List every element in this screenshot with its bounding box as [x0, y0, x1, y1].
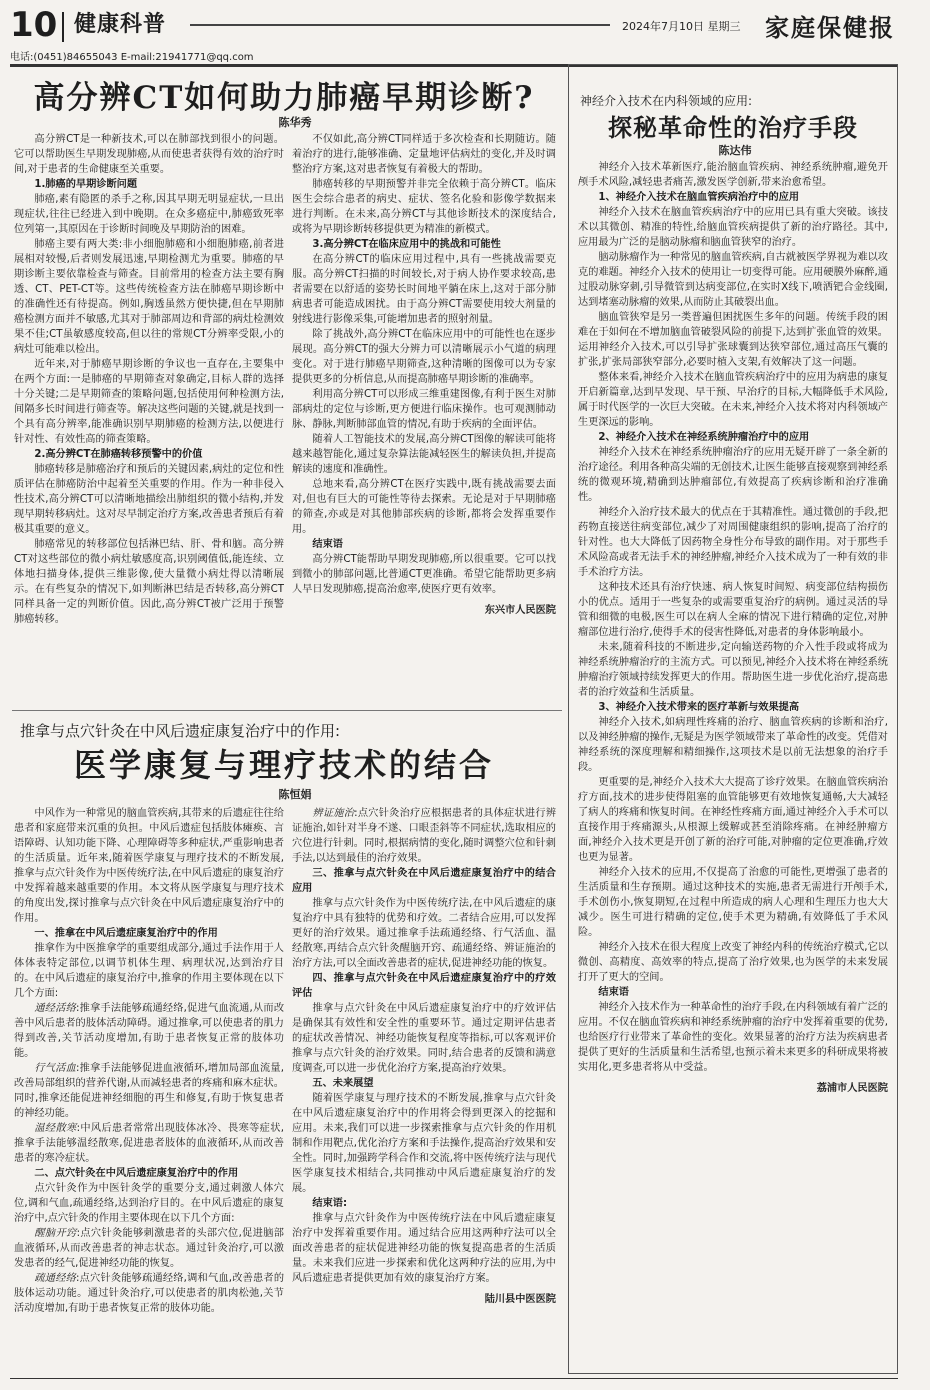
keyword: 通经活络	[34, 1003, 77, 1014]
paragraph: 推拿与点穴针灸在中风后遗症康复治疗中的疗效评估是确保其有效性和安全性的重要环节。通过定期评估患者的症状改善情况、神经功能恢复程度等指标,可以客观评价推拿与点穴针灸的治疗效果。同时,结合患者的反馈和满意度调查,可以进一步优化治疗方案,提高治疗效果。	[292, 1003, 556, 1074]
paragraph: 不仅如此,高分辨CT同样适于多次检查和长期随访。随着治疗的进行,能够准确、定量地评估病灶的变化,并及时调整治疗方案,这对患者恢复有着极大的帮助。	[292, 134, 556, 175]
subheading: 结束语	[598, 987, 629, 998]
paragraph: 推拿与点穴针灸作为中医传统疗法在中风后遗症康复治疗中发挥着重要作用。通过结合应用这两种疗法可以全面改善患者的症状促进神经功能的恢复提高患者的生活质量。未来我们应进一步探索和优化这两种疗法的应用,为中风后遗症患者提供更加有效的康复治疗方案。	[292, 1213, 556, 1284]
paragraph: 推拿与点穴针灸作为中医传统疗法,在中风后遗症的康复治疗中具有独特的优势和疗效。二者结合应用,可以发挥更好的治疗效果。通过推拿手法疏通经络、行气活血、温经散寒,再结合点穴针灸醒脑开窍、疏通经络、辨证施治的治疗方法,可以全面改善患者的症状,促进神经功能的恢复。	[292, 898, 556, 969]
subheading: 2.高分辨CT在肺癌转移预警中的价值	[34, 449, 203, 460]
paragraph: 随着人工智能技术的发展,高分辨CT图像的解读可能将越来越智能化,通过复杂算法能减轻医生的解读负担,并提高解读的速度和准确性。	[292, 434, 556, 475]
keyword: 辨证施治	[312, 808, 355, 819]
page-number: 10	[10, 5, 58, 45]
paragraph: 神经介入技术在脑血管疾病治疗中的应用已具有重大突破。该技术以其微创、精准的特性,给脑血管疾病提供了新的治疗路径。其中,应用最为广泛的是脑动脉瘤和脑血管狭窄的治疗。	[578, 207, 888, 248]
keyword: 醒脑开窍	[34, 1228, 77, 1239]
paragraph	[14, 1001, 284, 1061]
paragraph: 推拿作为中医推拿学的重要组成部分,通过手法作用于人体体表特定部位,以调节机体生理、病理状况,达到治疗目的。在中风后遗症的康复治疗中,推拿的作用主要体现在以下几个方面:	[14, 943, 284, 999]
article1-author: 陈华秀	[278, 116, 312, 129]
paragraph: 肺癌转移的早期预警并非完全依赖于高分辨CT。临床医生会综合患者的病史、症状、签名化验和影像学数据来进行判断。在未来,高分辨CT与其他诊断技术的深度结合,或将为早期诊断转移提供更为精准的新模式。	[292, 179, 556, 235]
article1-column-2	[292, 132, 556, 618]
bottom-rule	[10, 1378, 898, 1379]
paragraph: 这种技术还具有治疗快速、病人恢复时间短、病变部位结构损伤小的优点。适用于一些复杂的或需要重复治疗的病例。通过灵活的导管和细微的电极,医生可以在病人全麻的情况下进行精确的定位,对肿瘤部位进行治疗,使得手术的侵害性降低,对患者的身体影响最小。	[578, 582, 888, 638]
article3-body	[578, 160, 888, 1096]
keyword: 疏通经络	[34, 1273, 77, 1284]
header-rule	[190, 24, 610, 26]
paragraph	[14, 1271, 284, 1316]
paragraph: 肺癌,素有隐匿的杀手之称,因其早期无明显症状,一旦出现症状,往往已经进入到中晚期。在众多癌症中,肺癌致死率位列第一,其原因在于诊断时间晚及早期防治的困难。	[14, 194, 284, 235]
paragraph: 神经介入治疗技术最大的优点在于其精准性。通过微创的手段,把药物直接送往病变部位,减少了对周围健康组织的影响,提高了治疗的针对性。也大大降低了因药物全身性分布导致的副作用。对于那些手术风险高或者无法手术的神经肿瘤,神经介入技术成为了一种有效的非手术治疗方法。	[578, 507, 888, 578]
paragraph: 肺癌主要有两大类:非小细胞肺癌和小细胞肺癌,前者进展相对较慢,后者则发展迅速,早期检测尤为重要。肺癌的早期诊断主要依靠检查与筛查。目前常用的检查方法主要有胸透、CT、PET-CT等。这些传统检查方法在肺癌早期诊断中的准确性还有待提高。例如,胸透虽然方便快捷,但在早期肺癌检测方面并不敏感,尤其对于肺部周边和背部的病灶检测效果不佳;CT虽敏感度较高,但以往的常规CT分辨率受限,小的病灶可能难以检出。	[14, 239, 284, 355]
paragraph-text: :中风后患者常常出现肢体冰冷、畏寒等症状,推拿手法能够温经散寒,促进患者肢体的血液循环,从而改善患者的寒冷症状。	[14, 1123, 284, 1164]
subheading: 3、神经介入技术带来的医疗革新与效果提高	[598, 702, 800, 713]
subheading: 结束语:	[312, 1198, 348, 1209]
article2-column-2	[292, 806, 556, 1307]
subheading: 结束语	[312, 539, 343, 550]
subheading: 2、神经介入技术在神经系统肿瘤治疗中的应用	[598, 432, 810, 443]
subheading: 1、神经介入技术在脑血管疾病治疗中的应用	[598, 192, 800, 203]
subheading: 一、推拿在中风后遗症康复治疗中的作用	[34, 928, 218, 939]
paragraph: 近年来,对于肺癌早期诊断的争议也一直存在,主要集中在两个方面:一是肺癌的早期筛查对象确定,目标人群的选择十分关键;二是早期筛查的策略问题,包括使用何种检测方法,间隔多长时间进行筛查等。解决这些问题的关键,就是找到一个具有高分辨率,能准确识别早期肺癌的检测方法,以便进行针对性、有效性高的筛查策略。	[14, 359, 284, 445]
paragraph: 神经介入技术在神经系统肿瘤治疗的应用无疑开辟了一条全新的治疗途径。利用各种高尖端的无创技术,让医生能够直接观察到神经系统的微观环境,精确到达肿瘤部位,有效提高了疾病诊断和治疗准确性。	[578, 447, 888, 503]
paragraph: 除了挑战外,高分辨CT在临床应用中的可能性也在逐步展现。高分辨CT的强大分辨力可以清晰展示小气道的病理变化。对于进行肺癌早期筛查,这种清晰的图像可以为专家提供更多的分析信息,从而提高肺癌早期诊断的准确率。	[292, 329, 556, 385]
paragraph	[292, 806, 556, 866]
paragraph: 总地来看,高分辨CT在医疗实践中,既有挑战需要去面对,但也有巨大的可能性等待去探索。无论是对于早期肺癌的筛查,亦或是对其他肺部疾病的诊断,都将会发挥重要作用。	[292, 479, 556, 535]
subheading: 3.高分辨CT在临床应用中的挑战和可能性	[312, 239, 501, 250]
newspaper-name: 家庭保健报	[765, 13, 895, 42]
article2-author: 陈恒娟	[278, 788, 312, 801]
paragraph: 高分辨CT是一种新技术,可以在肺部找到很小的问题。它可以帮助医生早期发现肺癌,从而使患者获得有效的治疗时间,对于患者的生命健康至关重要。	[14, 134, 284, 175]
paragraph: 神经介入技术作为一种革命性的治疗手段,在内科领域有着广泛的应用。不仅在脑血管疾病和神经系统肿瘤的治疗中发挥着重要的优势,也给医疗行业带来了革命性的变化。效果显著的治疗方法为疾病患者提供了更好的生活质量和生活希望,也预示着未来更多的科研成果将被实用化,更多患者将从中受益。	[578, 1002, 888, 1073]
contact-info: 电话:(0451)84655043 E-mail:21941771@qq.com	[10, 52, 254, 63]
article2-column-1	[14, 806, 284, 1316]
paragraph	[14, 1226, 284, 1271]
paragraph	[14, 1061, 284, 1121]
paragraph: 神经介入技术革新医疗,能治脑血管疾病、神经系统肿瘤,避免开颅手术风险,减轻患者痛苦,激发医学创新,带来治愈希望。	[578, 162, 888, 188]
paragraph-text: :点穴针灸能够刺激患者的头部穴位,促进脑部血液循环,从而改善患者的神志状态。通过针灸治疗,可以激发患者的经气,促进神经功能的恢复。	[14, 1228, 284, 1269]
paragraph: 整体来看,神经介入技术在脑血管疾病治疗中的应用为病患的康复开启新篇章,达到早发现、早干预、早治疗的目标,大幅降低手术风险,属于时代医学的一次巨大突破。在未来,神经介入技术将对内科领域产生更深远的影响。	[578, 372, 888, 428]
subheading: 五、未来展望	[312, 1078, 374, 1089]
keyword: 行气活血	[34, 1063, 77, 1074]
keyword: 温经散寒	[34, 1123, 77, 1134]
paragraph: 脑血管狭窄是另一类普遍但困扰医生多年的问题。传统手段的困难在于如何在不增加脑血管破裂风险的前提下,达到扩张血管的效果。运用神经介入技术,可以引导扩张球囊到达狭窄部位,通过高压气囊的扩张,扩张局部狭窄部分,必要时植入支架,有效解决了这一问题。	[578, 312, 888, 368]
paragraph: 肺癌常见的转移部位包括淋巴结、肝、骨和脑。高分辨CT对这些部位的微小病灶敏感度高,识别阈值低,能连续、立体地扫描身体,提供三维影像,使大量微小病灶得以清晰展示。在有些复杂的情况下,如判断淋巴结是否转移,高分辨CT同样具备一定的判断价值。因此,高分辨CT被广泛用于预警肺癌转移。	[14, 539, 284, 625]
paragraph: 利用高分辨CT可以形成三维重建图像,有利于医生对肺部病灶的定位与诊断,更方便进行临床操作。也可观测肺动脉、静脉,判断肺部血管的情况,有助于疾病的全面评估。	[292, 389, 556, 430]
paragraph: 随着医学康复与理疗技术的不断发展,推拿与点穴针灸在中风后遗症康复治疗中的作用将会得到更深入的挖掘和应用。未来,我们可以进一步探索推拿与点穴针灸的作用机制和作用靶点,优化治疗方案和手法操作,提高治疗效果和安全性。同时,加强跨学科合作和交流,将中医传统疗法与现代医学康复技术相结合,共同推动中风后遗症康复治疗的发展。	[292, 1093, 556, 1194]
subheading: 三、推拿与点穴针灸在中风后遗症康复治疗中的结合应用	[292, 868, 556, 894]
paragraph: 肺癌转移是肺癌治疗和预后的关键因素,病灶的定位和性质评估在肺癌防治中起着至关重要的作用。作为一种非侵入性技术,高分辨CT可以清晰地描绘出肺组织的微小结构,并发现早期转移病灶。这对尽早制定治疗方案,改善患者预后有着极其重要的意义。	[14, 464, 284, 535]
article1-column-1	[14, 132, 284, 627]
subheading: 1.肺癌的早期诊断问题	[34, 179, 138, 190]
subheading: 四、推拿与点穴针灸在中风后遗症康复治疗中的疗效评估	[292, 973, 556, 999]
paragraph: 神经介入技术的应用,不仅提高了治愈的可能性,更增强了患者的生活质量和生存预期。通过这种技术的实施,患者无需进行开颅手术,手术创伤小,恢复期短,在过程中所造成的病人心理和生理压力也大大减少。医生可进行精确的定位,使手术更为精确,有效降低了手术风险。	[578, 867, 888, 938]
page-header	[10, 6, 900, 46]
header-separator	[62, 12, 64, 42]
section-name: 健康科普	[74, 12, 167, 37]
paragraph-text: :推拿手法能够促进血液循环,增加局部血流量,改善局部组织的营养代谢,从而减轻患者的疼痛和麻木症状。同时,推拿还能促进神经细胞的再生和修复,有助于恢复患者的神经功能。	[14, 1063, 285, 1119]
paragraph: 高分辨CT能帮助早期发现肺癌,所以很重要。它可以找到微小的肺部问题,比普通CT更准确。希望它能帮助更多病人早日发现肺癌,提高治愈率,使医疗更有效率。	[292, 554, 556, 595]
paragraph-text: :点穴针灸治疗应根据患者的具体症状进行辨证施治,如针对半身不遂、口眼歪斜等不同症状,选取相应的穴位进行针刺。同时,根据病情的变化,随时调整穴位和针刺手法,以达到最佳的治疗效果。	[292, 808, 557, 864]
paragraph: 神经介入技术,如病理性疼痛的治疗、脑血管疾病的诊断和治疗,以及神经肿瘤的操作,无疑是为医学领域带来了革命性的改变。凭借对神经系统的深度理解和精细操作,这项技术是以前无法想象的治疗手段。	[578, 717, 888, 773]
paragraph	[14, 1121, 284, 1166]
subheading: 二、点穴针灸在中风后遗症康复治疗中的作用	[34, 1168, 239, 1179]
article2-title: 医学康复与理疗技术的结合	[73, 746, 494, 784]
article-source: 陆川县中医医院	[484, 1294, 556, 1305]
article1-title: 高分辨CT如何助力肺癌早期诊断?	[33, 80, 535, 116]
article-separator	[12, 710, 562, 711]
paragraph: 脑动脉瘤作为一种常见的脑血管疾病,自古就被医学界视为难以攻克的难题。神经介入技术的使用让一切变得可能。应用硬膜外麻醉,通过股动脉穿刺,引导微管到达病变部位,在实时X线下,喷洒钯合金线圈,达到堵塞动脉瘤的效果,从而防止其破裂出血。	[578, 252, 888, 308]
article3-title: 探秘革命性的治疗手段	[608, 113, 858, 142]
paragraph: 在高分辨CT的临床应用过程中,具有一些挑战需要克服。高分辨CT扫描的时间较长,对于病人协作要求较高,患者需要在以舒适的姿势长时间地平躺在床上,这对于部分肺病患者可能造成困扰。由于高分辨CT需要使用较大剂量的射线进行影像采集,可能增加患者的照射剂量。	[292, 254, 556, 325]
paragraph: 中风作为一种常见的脑血管疾病,其带来的后遗症往往给患者和家庭带来沉重的负担。中风后遗症包括肢体瘫痪、言语障碍、认知功能下降、心理障碍等多种症状,严重影响患者的生活质量。近年来,随着医学康复与理疗技术的不断发展,推拿与点穴针灸作为中医传统疗法,在中风后遗症的康复治疗中发挥着越来越重要的作用。本文将从医学康复与理疗技术的角度出发,探讨推拿与点穴针灸在中风后遗症康复治疗中的作用。	[14, 808, 284, 924]
paragraph: 更重要的是,神经介入技术大大提高了诊疗效果。在脑血管疾病治疗方面,技术的进步使得阻塞的血管能够更有效地恢复通畅,大大减轻了病人的疼痛和恢复时间。在神经性疼痛方面,通过神经介入手术可以直接作用于疼痛源头,从根源上缓解或甚至消除疼痛。在神经肿瘤方面,神经介入技术更是开创了新的治疗可能,对肿瘤的定位更准确,疗效也更为显著。	[578, 777, 888, 863]
article2-pretitle: 推拿与点穴针灸在中风后遗症康复治疗中的作用:	[20, 722, 341, 740]
article3-pretitle: 神经介入技术在内科领域的应用:	[580, 94, 753, 108]
paragraph-text: :推拿手法能够疏通经络,促进气血流通,从而改善中风后患者的肢体活动障碍。通过推拿,可以使患者的肌力得到改善,关节活动度增加,有助于患者恢复正常的肢体功能。	[14, 1003, 285, 1059]
article-source: 荔浦市人民医院	[816, 1083, 888, 1094]
issue-date: 2024年7月10日 星期三	[622, 20, 741, 33]
paragraph: 神经介入技术在很大程度上改变了神经内科的传统治疗模式,它以微创、高精度、高效率的特点,提高了治疗效果,也为医学的未来发展打开了更大的空间。	[578, 942, 888, 983]
paragraph-text: :点穴针灸能够疏通经络,调和气血,改善患者的肢体运动功能。通过针灸治疗,可以使患者的肌肉松弛,关节活动度增加,有助于患者恢复正常的肢体功能。	[14, 1273, 285, 1314]
article3-author: 陈达伟	[718, 144, 752, 157]
paragraph: 点穴针灸作为中医针灸学的重要分支,通过刺激人体穴位,调和气血,疏通经络,达到治疗目的。在中风后遗症的康复治疗中,点穴针灸的作用主要体现在以下几个方面:	[14, 1183, 284, 1224]
article-source: 东兴市人民医院	[484, 605, 556, 616]
paragraph: 未来,随着科技的不断进步,定向输送药物的介入性手段或将成为神经系统肿瘤治疗的主流方式。可以预见,神经介入技术将在神经系统肿瘤治疗领域持续发挥更大的作用。帮助医生进一步优化治疗,提高患者的治疗效益和生活质量。	[578, 642, 888, 698]
